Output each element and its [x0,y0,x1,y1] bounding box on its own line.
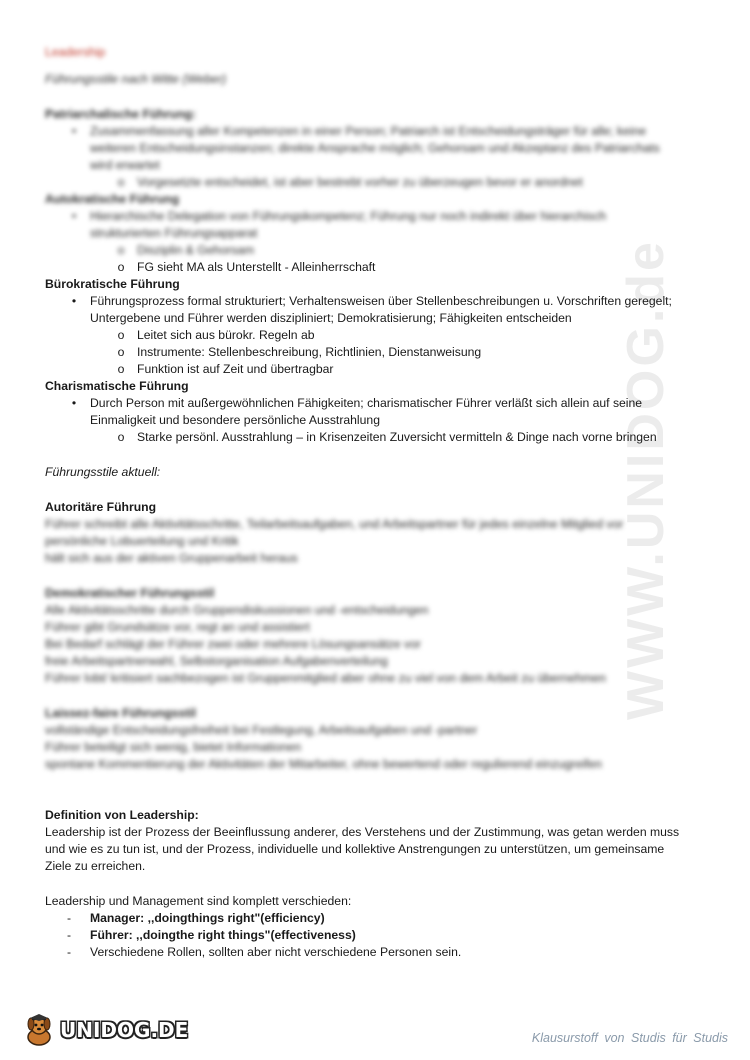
bullet-text: Durch Person mit außergewöhnlichen Fähigkeiten; charismatischer Führer verläßt sich allein auf seine [90,396,643,410]
sub-bullet-item [45,429,710,446]
dash-item-text: Führer: ,,doingthe right things"(effectiveness) [90,928,356,942]
sub-bullet-item [45,242,710,259]
section-heading-charismatic: Charismatische Führung [45,379,189,393]
sub-bullet-text: Starke persönl. Ausstrahlung – in Krisenzeiten Zuversicht vermitteln & Dinge nach vorne bringen [137,430,657,444]
paragraph-line: spontane Kommentierung der Aktivitäten der Mitarbeiter, ohne bewertend oder regulierend einzugreifen [45,757,602,771]
sub-bullet-text: Vorgesetzte entscheidet, ist aber bestrebt vorher zu überzeugen bevor er anordnet [137,175,583,189]
paragraph-line: Führer schreibt alle Aktivitätsschritte, Teilarbeitsaufgaben, und Arbeitspartner für jedes einzelne Mitglied vor [45,517,624,531]
sub-bullet-icon: o [117,430,125,444]
section-heading-democratic: Demokratischer Führungsstil [45,586,215,600]
sub-bullet-icon: o [117,260,125,274]
sub-bullet-item [45,259,710,276]
sub-bullet-icon: o [117,345,125,359]
bullet-item [45,293,710,327]
section-heading-autocratic: Autokratische Führung [45,192,180,206]
logo-text: UNIDOG.DE [60,1017,189,1042]
document-content [45,44,710,961]
watermark: WWW.UNIDOG.de [617,239,675,720]
dash-icon: - [67,911,72,925]
dash-item-text: Manager: ,,doingthings right"(efficiency) [90,911,325,925]
blurred-section-top [45,44,710,259]
bullet-icon: • [71,209,77,223]
paragraph-line: Leadership ist der Prozess der Beeinflussung anderer, des Verstehens und der Zustimmung, was getan werden muss [45,825,680,839]
bullet-text: strukturierten Führungsapparat [90,226,258,240]
paragraph-line: Führer lobt/ kritisiert sachbezogen ist Gruppenmitglied aber ohne zu viel von dem Arbeit zu übernehmen [45,671,606,685]
sub-bullet-text: Leitet sich aus bürokr. Regeln ab [137,328,315,342]
bullet-item [45,123,710,174]
dash-icon: - [67,928,72,942]
bullet-icon: • [71,396,77,410]
sub-bullet-icon: o [117,362,125,376]
dash-item-text: Verschiedene Rollen, sollten aber nicht verschiedene Personen sein. [90,945,462,959]
section-heading-patriarchal: Patriarchalische Führung: [45,107,197,121]
management-intro: Leadership und Management sind komplett verschieden: [45,894,352,908]
paragraph-line: Ziele zu erreichen. [45,859,146,873]
paragraph-line: persönliche Lobuerteilung und Kritik [45,534,239,548]
bullet-text: Einmaligkeit und besondere persönliche Ausstrahlung [90,413,380,427]
section-heading-bureaucratic: Bürokratische Führung [45,277,180,291]
section-heading-definition: Definition von Leadership: [45,808,199,822]
dash-list-item [45,910,710,927]
paragraph-line: vollständige Entscheidungsfreiheit bei Festlegung, Arbeitsaufgaben und -partner [45,723,478,737]
paragraph-line: Führer beteiligt sich wenig, bietet Informationen [45,740,302,754]
sub-bullet-text: Funktion ist auf Zeit und übertragbar [137,362,334,376]
sub-bullet-item [45,327,710,344]
dog-mascot-icon [22,1013,56,1047]
bullet-text: weiteren Entscheidungsinstanzen; direkte Ansprache möglich; Gehorsam und Akzeptanz des Patriarchats [90,141,660,155]
bullet-item [45,208,710,242]
section-heading-authoritarian: Autoritäre Führung [45,500,157,514]
bullet-icon: • [71,124,77,138]
paragraph-line: Bei Bedarf schlägt der Führer zwei oder mehrere Lösungsansätze vor [45,637,421,651]
paragraph-line: hält sich aus der aktiven Gruppenarbeit heraus [45,551,298,565]
section-heading-laissez-faire: Laissez-faire Führungsstil [45,706,197,720]
dash-icon: - [67,945,72,959]
sub-bullet-item [45,344,710,361]
paragraph-line: Alle Aktivitätsschritte durch Gruppendiskussionen und -entscheidungen [45,603,429,617]
dash-list-item [45,944,710,961]
bullet-item [45,395,710,429]
sub-bullet-item [45,361,710,378]
sub-bullet-item [45,174,710,191]
bullet-text: Zusammenfassung aller Kompetenzen in einer Person; Patriarch ist Entscheidungsträger für alle; keine [90,124,647,138]
document-title: Leadership [45,45,106,59]
bullet-text: Führungsprozess formal strukturiert; Verhaltensweisen über Stellenbeschreibungen u. Vorschriften geregelt; [90,294,672,308]
paragraph-line: Führer gibt Grundsätze vor, regt an und assistiert [45,620,310,634]
sub-bullet-icon: o [117,328,125,342]
paragraph-line: freie Arbeitspartnerwahl, Selbstorganisation Aufgabenverteilung [45,654,388,668]
sub-bullet-icon: o [117,243,125,257]
sub-bullet-text: FG sieht MA als Unterstellt - Alleinherrschaft [137,260,376,274]
bullet-text: Untergebene und Führer werden diszipliniert; Demokratisierung; Fähigkeiten entscheiden [90,311,572,325]
bullet-text: wird erwartet [90,158,160,172]
sub-bullet-icon: o [117,175,125,189]
dash-list-item [45,927,710,944]
footer-logo[interactable] [22,1012,188,1048]
bullet-icon: • [71,294,77,308]
footer-tagline: Klausurstoff von Studis für Studis [531,1031,728,1045]
bullet-text: Hierarchische Delegation von Führungskompetenz; Führung nur noch indirekt über hierarchisch [90,209,607,223]
document-subtitle: Führungsstile nach Witte (Weber) [45,72,227,86]
section-heading-current: Führungsstile aktuell: [45,465,161,479]
sub-bullet-text: Instrumente: Stellenbeschreibung, Richtlinien, Dienstanweisung [137,345,482,359]
sub-bullet-text: Disziplin & Gehorsam [137,243,255,257]
paragraph-line: und wie es zu tun ist, und der Prozess, individuelle und kollektive Anstrengungen zu unterstützen, um gemeinsame [45,842,665,856]
blurred-section-middle [45,516,710,773]
